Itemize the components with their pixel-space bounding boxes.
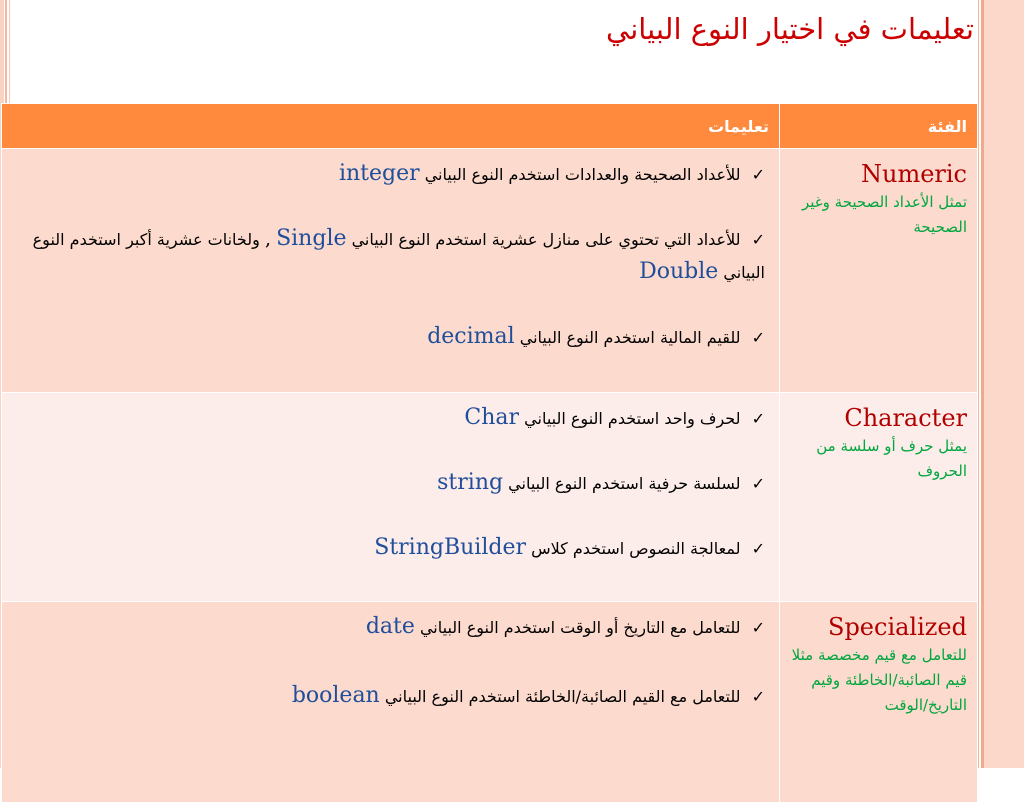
checkmark-icon: ✓ bbox=[751, 687, 765, 706]
category-name: Character bbox=[844, 404, 967, 432]
instruction-item bbox=[12, 611, 765, 644]
instructions-cell bbox=[2, 149, 780, 393]
checkmark-icon: ✓ bbox=[751, 409, 765, 428]
checkmark-icon: ✓ bbox=[751, 165, 765, 184]
table-header-row bbox=[2, 104, 978, 149]
category-name: Specialized bbox=[828, 613, 967, 641]
type-keyword: Single bbox=[276, 226, 347, 251]
instruction-item bbox=[12, 321, 765, 354]
instruction-item bbox=[12, 158, 765, 191]
table-row bbox=[2, 149, 978, 393]
instruction-item bbox=[12, 532, 765, 565]
instruction-text: للتعامل مع القيم الصائبة/الخاطئة استخدم النوع البياني bbox=[384, 687, 741, 706]
instruction-text: للأعداد التي تحتوي على منازل عشرية استخدم النوع البياني bbox=[351, 230, 741, 249]
right-border-stripe bbox=[978, 0, 979, 768]
type-keyword: Double bbox=[639, 259, 719, 284]
instruction-text: للتعامل مع التاريخ أو الوقت استخدم النوع البياني bbox=[419, 618, 741, 637]
instruction-item bbox=[12, 223, 765, 289]
category-cell bbox=[780, 602, 978, 803]
checkmark-icon: ✓ bbox=[751, 539, 765, 558]
instruction-text: لمعالجة النصوص استخدم كلاس bbox=[531, 539, 741, 558]
category-description: يمثل حرف أو سلسة من الحروف bbox=[816, 437, 967, 480]
type-keyword: string bbox=[437, 470, 504, 495]
category-column-header: الفئة bbox=[780, 104, 978, 149]
instruction-text: للأعداد الصحيحة والعدادات استخدم النوع البياني bbox=[424, 165, 741, 184]
instructions-cell bbox=[2, 602, 780, 803]
type-keyword: integer bbox=[338, 161, 420, 186]
category-name: Numeric bbox=[860, 160, 967, 188]
table-row bbox=[2, 602, 978, 803]
instruction-text: لسلسة حرفية استخدم النوع البياني bbox=[508, 474, 741, 493]
table-row bbox=[2, 393, 978, 602]
checkmark-icon: ✓ bbox=[751, 618, 765, 637]
instruction-item bbox=[12, 680, 765, 713]
category-description: تمثل الأعداد الصحيحة وغير الصحيحة bbox=[802, 193, 967, 236]
type-keyword: StringBuilder bbox=[374, 535, 526, 560]
instructions-cell bbox=[2, 393, 780, 602]
slide-title: تعليمات في اختيار النوع البياني bbox=[606, 12, 974, 46]
type-keyword: Char bbox=[464, 405, 520, 430]
checkmark-icon: ✓ bbox=[751, 474, 765, 493]
category-cell bbox=[780, 393, 978, 602]
category-description: للتعامل مع قيم مخصصة مثلا قيم الصائبة/الخاطئة وقيم التاريخ/الوقت bbox=[791, 646, 967, 714]
instructions-column-header: تعليمات bbox=[2, 104, 780, 149]
category-cell bbox=[780, 149, 978, 393]
type-keyword: decimal bbox=[427, 324, 515, 349]
right-border-stripe bbox=[984, 0, 1024, 768]
instruction-text: ولخانات عشرية أكبر استخدم النوع البياني bbox=[32, 230, 765, 282]
instruction-text: لحرف واحد استخدم النوع البياني bbox=[524, 409, 741, 428]
data-types-table bbox=[1, 103, 978, 803]
instruction-text: للقيم المالية استخدم النوع البياني bbox=[519, 328, 741, 347]
checkmark-icon: ✓ bbox=[751, 328, 765, 347]
type-keyword: date bbox=[365, 614, 415, 639]
separator-comma: , bbox=[264, 228, 271, 250]
instruction-item bbox=[12, 402, 765, 435]
instruction-item bbox=[12, 467, 765, 500]
checkmark-icon: ✓ bbox=[751, 230, 765, 249]
type-keyword: boolean bbox=[291, 683, 380, 708]
